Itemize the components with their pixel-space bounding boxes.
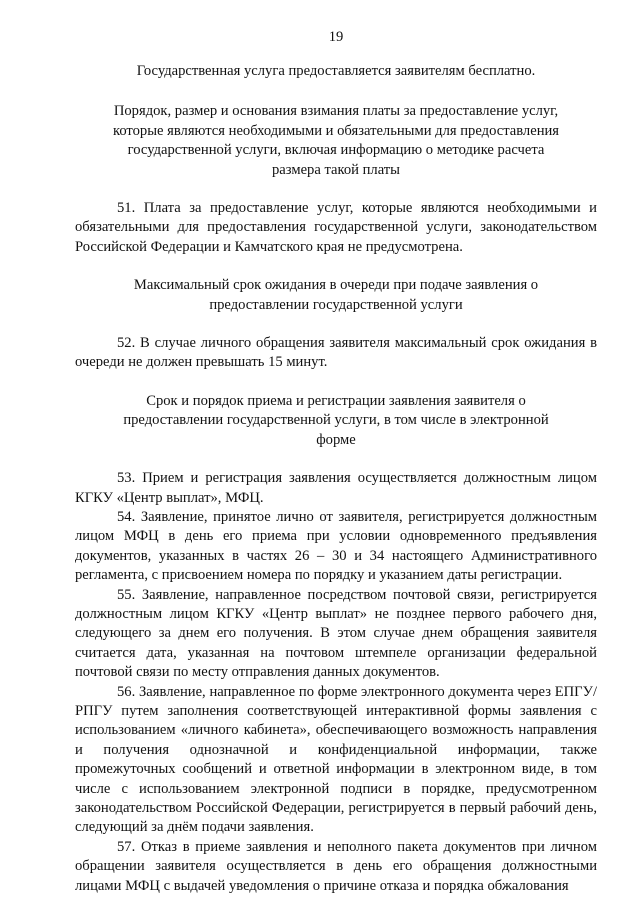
free-service-statement: Государственная услуга предоставляется заявителям бесплатно. [136, 63, 536, 79]
page-number: 19 [328, 29, 344, 45]
paragraph-56: 56. Заявление, направленное по форме электронного документа через ЕПГУ/РПГУ путем заполнения соответствующей интерактивной формы заявления с использованием «личного кабинета», обеспечивающего возможность направления и получения однозначной и конфиденциальной информации, также промежуточных сообщений и ответной информации в электронном виде, в том числе с использованием электронной подписи в порядке, предусмотренном законодательством Российской Федерации, регистрируется в первый рабочий день, следующий за днём подачи заявления. [75, 683, 597, 836]
section-heading-registration: Срок и порядок приема и регистрации заявления заявителя о предоставлении государственной услуги, в том числе в электронной форме [123, 392, 549, 448]
paragraph-52: 52. В случае личного обращения заявителя максимальный срок ожидания в очереди не должен превышать 15 минут. [75, 335, 597, 371]
paragraph-51: 51. Плата за предоставление услуг, которые являются необходимыми и обязательными для предоставления государственной услуги, законодательством Российской Федерации и Камчатского края не предусмотрена. [75, 200, 597, 255]
paragraph-57: 57. Отказ в приеме заявления и неполного пакета документов при личном обращении заявителя осуществляется в день его обращения должностными лицами МФЦ с выдачей уведомления о причине отказа и порядка обжалования [75, 838, 597, 894]
section-heading-fee: Порядок, размер и основания взимания платы за предоставление услуг, которые являются необходимыми и обязательными для предоставления государственной услуги, включая информацию о методике расчета размера такой платы [112, 103, 560, 178]
paragraph-55: 55. Заявление, направленное посредством почтовой связи, регистрируется должностным лицом КГКУ «Центр выплат» не позднее первого рабочего дня, следующего за днем его получения. В этом случае днем обращения заявителя считается дата, указанная на почтовом штемпеле организации федеральной почтовой связи по месту отправления данных документов. [75, 586, 597, 681]
section-heading-wait-time: Максимальный срок ожидания в очереди при подаче заявления о предоставлении государственной услуги [133, 277, 539, 313]
paragraph-54: 54. Заявление, принятое лично от заявителя, регистрируется должностным лицом МФЦ в день его приема при условии одновременного предъявления документов, указанных в частях 26 – 30 и 34 настоящего Административного регламента, с присвоением номера по порядку и указанием даты регистрации. [75, 508, 597, 584]
paragraph-53: 53. Прием и регистрация заявления осуществляется должностным лицом КГКУ «Центр выплат», МФЦ. [75, 470, 597, 506]
